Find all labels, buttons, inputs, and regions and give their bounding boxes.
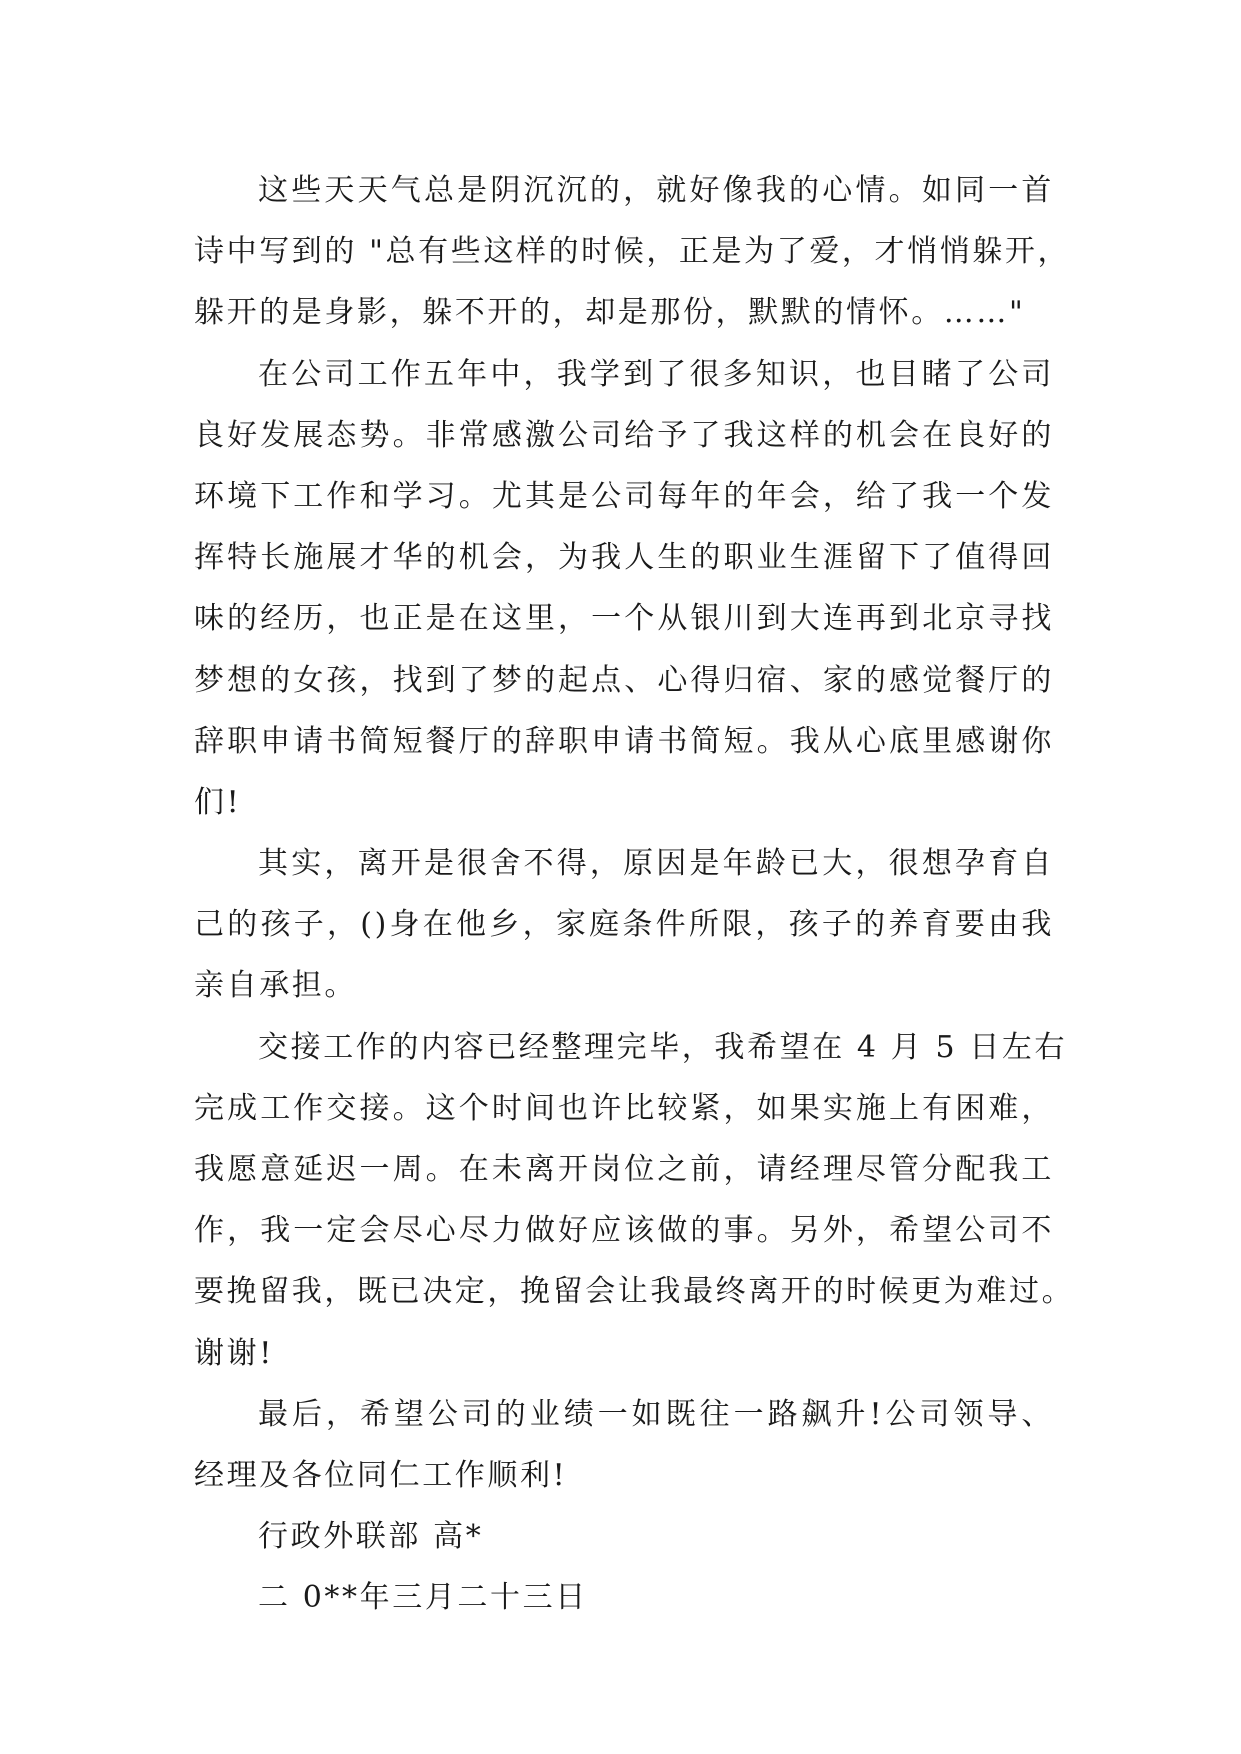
paragraph-4-line-1: 交接工作的内容已经整理完毕，我希望在 4 月 5 日左右 [258, 1029, 1068, 1065]
letter-body [194, 160, 1075, 1629]
date-line: 二 0**年三月二十三日 [258, 1580, 588, 1616]
paragraph-1-line-2: 诗中写到的 "总有些这样的时候，正是为了爱，才悄悄躲开， [194, 234, 1071, 270]
paragraph-2-line-8: 们! [194, 784, 242, 820]
paragraph-4-line-4: 作，我一定会尽心尽力做好应该做的事。另外，希望公司不 [194, 1213, 1054, 1249]
paragraph-4-line-2: 完成工作交接。这个时间也许比较紧，如果实施上有困难， [194, 1090, 1054, 1126]
paragraph-2-line-1: 在公司工作五年中，我学到了很多知识，也目睹了公司 [258, 356, 1054, 392]
paragraph-5-line-2: 经理及各位同仁工作顺利! [194, 1457, 568, 1493]
paragraph-4-line-6: 谢谢! [194, 1335, 274, 1371]
paragraph-3-line-1: 其实，离开是很舍不得，原因是年龄已大，很想孕育自 [258, 846, 1054, 882]
paragraph-4-line-5: 要挽留我，既已决定，挽留会让我最终离开的时候更为难过。 [194, 1274, 1075, 1310]
paragraph-3-line-2: 己的孩子，()身在他乡，家庭条件所限，孩子的养育要由我 [194, 907, 1054, 943]
paragraph-2-line-5: 味的经历，也正是在这里，一个从银川到大连再到北京寻找 [194, 601, 1054, 637]
paragraph-1-line-1: 这些天天气总是阴沉沉的，就好像我的心情。如同一首 [258, 173, 1054, 208]
paragraph-2-line-3: 环境下工作和学习。尤其是公司每年的年会，给了我一个发 [194, 478, 1054, 514]
paragraph-5-line-1: 最后，希望公司的业绩一如既往一路飙升!公司领导、 [258, 1396, 1054, 1432]
signature: 行政外联部 高* [258, 1519, 484, 1555]
paragraph-4-line-3: 我愿意延迟一周。在未离开岗位之前，请经理尽管分配我工 [194, 1152, 1054, 1187]
paragraph-2-line-2: 良好发展态势。非常感激公司给予了我这样的机会在良好的 [194, 417, 1054, 453]
paragraph-3-line-3: 亲自承担。 [194, 968, 357, 1004]
paragraph-1-line-3: 躲开的是身影，躲不开的，却是那份，默默的情怀。……" [194, 295, 1026, 331]
paragraph-2-line-4: 挥特长施展才华的机会，为我人生的职业生涯留下了值得回 [194, 540, 1054, 576]
paragraph-2-line-6: 梦想的女孩，找到了梦的起点、心得归宿、家的感觉餐厅的 [194, 662, 1054, 698]
paragraph-2-line-7: 辞职申请书简短餐厅的辞职申请书简短。我从心底里感谢你 [194, 723, 1054, 759]
